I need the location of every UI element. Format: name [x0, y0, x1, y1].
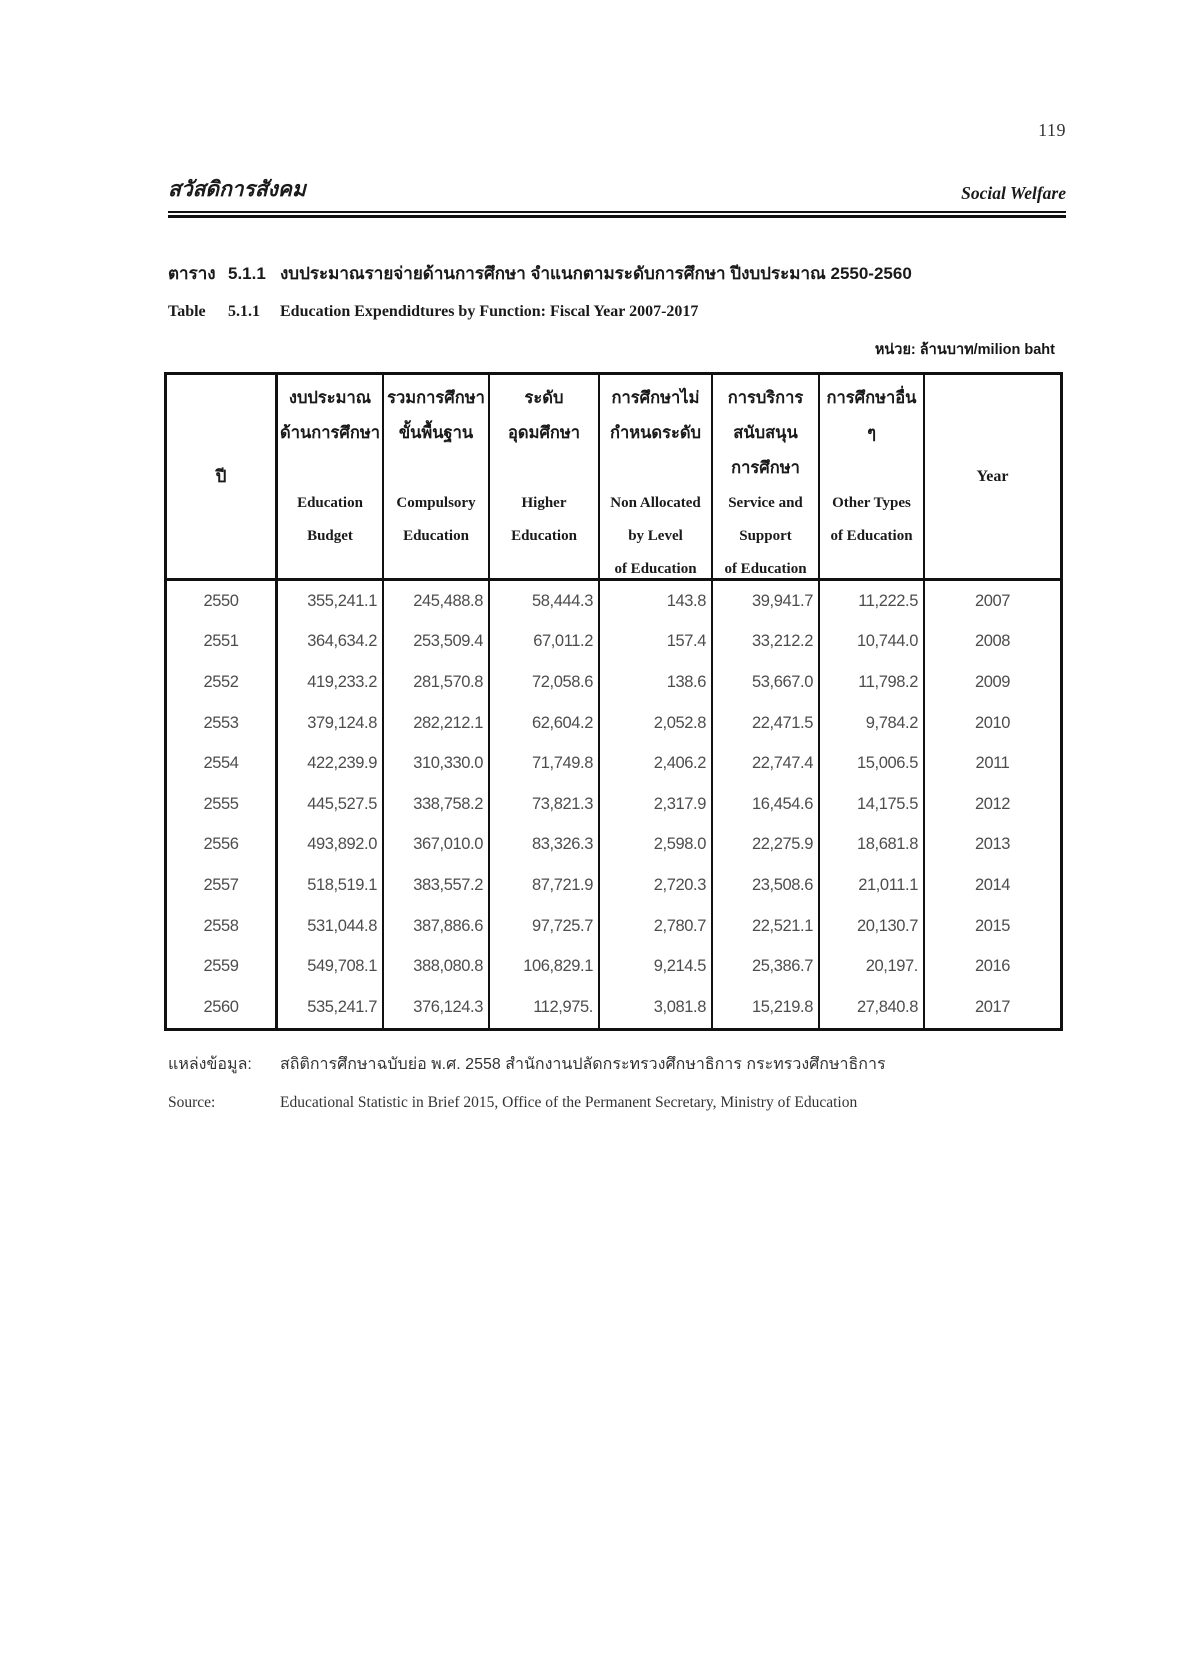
- value-cell: 364,634.2: [278, 622, 384, 663]
- table-title-english-number: 5.1.1: [228, 303, 260, 320]
- table-title-thai: [168, 260, 1066, 284]
- value-cell: 143.8: [600, 581, 713, 622]
- table-header-row: [167, 375, 1060, 581]
- column-header-thai-line: ระดับอุดมศึกษา: [507, 389, 581, 442]
- value-cell: 3,081.8: [600, 987, 713, 1028]
- value-cell: 2,406.2: [600, 743, 713, 784]
- value-cell: 10,744.0: [820, 622, 925, 663]
- value-cell: 281,570.8: [384, 662, 490, 703]
- column-header-english-lines: [600, 487, 711, 586]
- value-cell: 15,219.8: [713, 987, 820, 1028]
- column-header-english-lines: [490, 487, 598, 553]
- value-cell: 383,557.2: [384, 865, 490, 906]
- running-head-english: Social Welfare: [961, 183, 1066, 203]
- column-header-thai-line: รวมการศึกษา: [387, 389, 485, 407]
- value-cell: 9,784.2: [820, 703, 925, 744]
- year-be-cell: 2553: [167, 703, 278, 744]
- column-header-thai-line: การศึกษาอื่น ๆ: [826, 389, 917, 442]
- column-header-thai-line: การศึกษาไม่: [611, 389, 700, 407]
- year-ad-cell: 2013: [974, 835, 1011, 854]
- column-header-thai-lines: [820, 381, 923, 451]
- column-header-thai-line: ด้านการศึกษา: [280, 424, 380, 442]
- column-header-thai-line: การศึกษา: [731, 459, 800, 477]
- column-header-english-line: by Level: [628, 528, 683, 544]
- column-header-higher-education: [490, 375, 600, 578]
- year-be-cell: 2557: [167, 865, 278, 906]
- column-header-english-line: Service and: [728, 495, 803, 511]
- column-header-compulsory-education: [384, 375, 490, 578]
- value-cell: 355,241.1: [278, 581, 384, 622]
- value-cell: 11,798.2: [820, 662, 925, 703]
- value-cell: 22,471.5: [713, 703, 820, 744]
- value-cell: 2,720.3: [600, 865, 713, 906]
- value-cell: 245,488.8: [384, 581, 490, 622]
- value-cell: 419,233.2: [278, 662, 384, 703]
- column-header-year-ad: [925, 375, 1060, 578]
- year-ad-cell: 2017: [974, 997, 1011, 1016]
- column-header-thai-lines: [600, 381, 711, 451]
- source-text-english: Educational Statistic in Brief 2015, Office of the Permanent Secretary, Ministry of Education: [280, 1094, 858, 1111]
- value-cell: 422,239.9: [278, 743, 384, 784]
- column-header-english-lines: [384, 487, 488, 553]
- value-cell: 23,508.6: [713, 865, 820, 906]
- column-header-thai-lines: [278, 381, 382, 451]
- value-cell: 39,941.7: [713, 581, 820, 622]
- source-label-thai: แหล่งข้อมูล:: [168, 1056, 252, 1073]
- column-header-english-line: Support: [739, 528, 792, 544]
- column-header-thai-lines: [384, 381, 488, 451]
- column-header-education-budget: [278, 375, 384, 578]
- column-header-thai-line: งบประมาณ: [288, 389, 372, 407]
- column-header-thai-line: กำหนดระดับ: [609, 424, 702, 442]
- value-cell: 14,175.5: [820, 784, 925, 825]
- year-ad-cell: 2009: [974, 672, 1011, 691]
- value-cell: 25,386.7: [713, 946, 820, 987]
- source-label-english: Source:: [168, 1094, 216, 1111]
- value-cell: 112,975.: [490, 987, 600, 1028]
- year-be-cell: 2550: [167, 581, 278, 622]
- value-cell: 518,519.1: [278, 865, 384, 906]
- value-cell: 535,241.7: [278, 987, 384, 1028]
- value-cell: 71,749.8: [490, 743, 600, 784]
- year-be-cell: 2554: [167, 743, 278, 784]
- year-ad-cell: 2016: [974, 957, 1011, 976]
- table-title-english-text: Education Expendidtures by Function: Fiscal Year 2007-2017: [280, 303, 699, 320]
- column-header-english-line: Other Types: [832, 495, 911, 511]
- value-cell: 22,747.4: [713, 743, 820, 784]
- column-header-english-lines: [713, 487, 818, 586]
- value-cell: 387,886.6: [384, 906, 490, 947]
- year-ad-cell: 2012: [974, 794, 1011, 813]
- table-title-english-label: Table: [168, 303, 206, 320]
- year-be-cell: 2552: [167, 662, 278, 703]
- value-cell: 282,212.1: [384, 703, 490, 744]
- value-cell: 53,667.0: [713, 662, 820, 703]
- source-note-thai: [168, 1052, 886, 1074]
- value-cell: 22,275.9: [713, 825, 820, 866]
- value-cell: 9,214.5: [600, 946, 713, 987]
- unit-note: หน่วย: ล้านบาท/milion baht: [874, 342, 1055, 358]
- column-header-thai-line: การบริการ: [727, 389, 804, 407]
- column-header-english-line: Compulsory: [396, 495, 476, 511]
- column-header-label: ปี: [215, 467, 227, 486]
- column-header-thai-line: สนับสนุน: [733, 424, 798, 442]
- value-cell: 367,010.0: [384, 825, 490, 866]
- value-cell: 2,317.9: [600, 784, 713, 825]
- column-header-year-be: [167, 375, 278, 578]
- rule-top-line: [168, 211, 1066, 213]
- column-header-english-line: Education: [297, 495, 363, 511]
- value-cell: 310,330.0: [384, 743, 490, 784]
- year-be-cell: 2556: [167, 825, 278, 866]
- value-cell: 87,721.9: [490, 865, 600, 906]
- value-cell: 445,527.5: [278, 784, 384, 825]
- value-cell: 97,725.7: [490, 906, 600, 947]
- value-cell: 67,011.2: [490, 622, 600, 663]
- column-header-non-allocated: [600, 375, 713, 578]
- table-body: [167, 581, 1060, 1028]
- year-be-cell: 2560: [167, 987, 278, 1028]
- value-cell: 72,058.6: [490, 662, 600, 703]
- column-header-english-line: Education: [511, 528, 577, 544]
- running-head-thai: สวัสดิการสังคม: [168, 178, 306, 201]
- value-cell: 106,829.1: [490, 946, 600, 987]
- column-header-thai-line: ขั้นพื้นฐาน: [398, 424, 474, 442]
- table-title-thai-number: 5.1.1: [228, 264, 266, 283]
- source-text-thai: สถิติการศึกษาฉบับย่อ พ.ศ. 2558 สำนักงานปลัดกระทรวงศึกษาธิการ กระทรวงศึกษาธิการ: [280, 1056, 886, 1073]
- value-cell: 22,521.1: [713, 906, 820, 947]
- value-cell: 253,509.4: [384, 622, 490, 663]
- year-ad-cell: 2011: [975, 754, 1010, 773]
- value-cell: 11,222.5: [820, 581, 925, 622]
- value-cell: 73,821.3: [490, 784, 600, 825]
- column-header-english-line: of Education: [724, 561, 807, 577]
- column-header-english-lines: [820, 487, 923, 553]
- column-header-english-line: of Education: [614, 561, 697, 577]
- header-double-rule: [168, 211, 1066, 218]
- value-cell: 2,780.7: [600, 906, 713, 947]
- column-header-english-lines: [278, 487, 382, 553]
- year-ad-cell: 2010: [974, 713, 1011, 732]
- year-ad-cell: 2015: [974, 916, 1011, 935]
- column-header-english-line: of Education: [830, 528, 913, 544]
- value-cell: 20,130.7: [820, 906, 925, 947]
- column-header-label: Year: [976, 467, 1009, 485]
- value-cell: 21,011.1: [820, 865, 925, 906]
- year-ad-cell: 2008: [974, 632, 1011, 651]
- year-be-cell: 2558: [167, 906, 278, 947]
- column-header-english-line: Higher: [521, 495, 567, 511]
- value-cell: 157.4: [600, 622, 713, 663]
- value-cell: 388,080.8: [384, 946, 490, 987]
- value-cell: 62,604.2: [490, 703, 600, 744]
- value-cell: 27,840.8: [820, 987, 925, 1028]
- year-ad-cell: 2007: [974, 591, 1011, 610]
- year-be-cell: 2551: [167, 622, 278, 663]
- column-header-english-line: Education: [403, 528, 469, 544]
- value-cell: 376,124.3: [384, 987, 490, 1028]
- column-header-thai-lines: [490, 381, 598, 451]
- value-cell: 33,212.2: [713, 622, 820, 663]
- value-cell: 338,758.2: [384, 784, 490, 825]
- year-ad-cell: 2014: [974, 875, 1011, 894]
- value-cell: 15,006.5: [820, 743, 925, 784]
- value-cell: 379,124.8: [278, 703, 384, 744]
- table-title-thai-text: งบประมาณรายจ่ายด้านการศึกษา จำแนกตามระดับการศึกษา ปีงบประมาณ 2550-2560: [280, 264, 912, 283]
- running-head: [168, 178, 1066, 206]
- year-be-cell: 2555: [167, 784, 278, 825]
- column-header-english-line: Budget: [307, 528, 353, 544]
- column-header-other-types: [820, 375, 925, 578]
- column-header-thai-lines: [713, 381, 818, 486]
- source-note-english: [168, 1094, 857, 1116]
- value-cell: 531,044.8: [278, 906, 384, 947]
- column-header-service-support: [713, 375, 820, 578]
- value-cell: 18,681.8: [820, 825, 925, 866]
- value-cell: 58,444.3: [490, 581, 600, 622]
- value-cell: 493,892.0: [278, 825, 384, 866]
- page-number: 119: [1038, 120, 1066, 140]
- value-cell: 138.6: [600, 662, 713, 703]
- table-title-thai-label: ตาราง: [168, 264, 216, 283]
- value-cell: 16,454.6: [713, 784, 820, 825]
- year-be-cell: 2559: [167, 946, 278, 987]
- value-cell: 83,326.3: [490, 825, 600, 866]
- table-title-english: [168, 303, 1066, 327]
- value-cell: 2,598.0: [600, 825, 713, 866]
- value-cell: 2,052.8: [600, 703, 713, 744]
- value-cell: 20,197.: [820, 946, 925, 987]
- value-cell: 549,708.1: [278, 946, 384, 987]
- column-header-english-line: Non Allocated: [610, 495, 701, 511]
- education-expenditure-table: [164, 372, 1063, 1031]
- rule-bottom-line: [168, 215, 1066, 218]
